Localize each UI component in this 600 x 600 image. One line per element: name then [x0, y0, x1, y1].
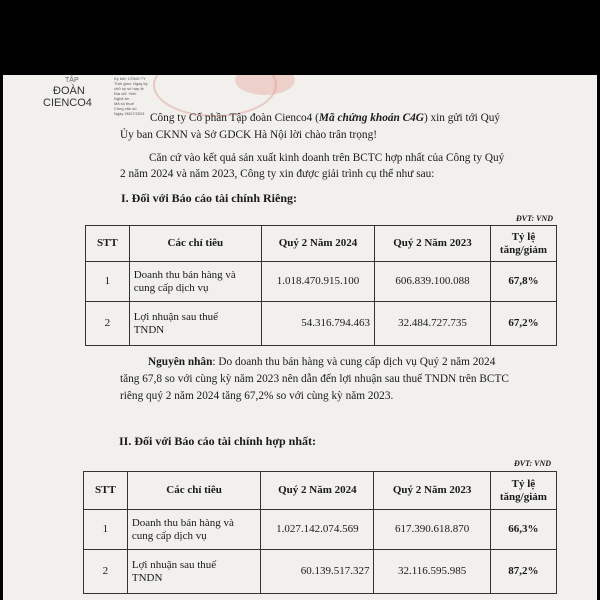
cell-ratio: 67,2% — [490, 302, 556, 346]
header-ratio: Tỷ lệ tăng/giảm — [490, 226, 556, 262]
digital-signature-text: Ký bởi: CÔNG TY Thời gian: Ngày ký chữ ký số hợp lệ Địa chỉ: Vinh Nghệ An Mã số thuế Công văn số Ngày 26/07/2024 — [114, 76, 148, 116]
document-page — [3, 75, 597, 600]
cell-q2-2024: 1.018.470.915.100 — [262, 262, 375, 302]
intro-line-4: 2 năm 2024 và năm 2023, Công ty xin được giải trình cụ thể như sau: — [120, 168, 435, 180]
header-q2-2023: Quý 2 Năm 2023 — [374, 226, 490, 262]
reason-line-1: Nguyên nhân: Do doanh thu bán hàng và cung cấp dịch vụ Quý 2 năm 2024 — [148, 356, 496, 368]
cell-q2-2023: 617.390.618.870 — [374, 510, 490, 550]
cell-ratio: 67,8% — [490, 262, 556, 302]
cell-indicator: Lợi nhuận sau thuế TNDN — [129, 302, 261, 346]
table-row — [86, 302, 557, 346]
table-header-row — [84, 472, 557, 510]
table-row — [84, 510, 557, 550]
table-row — [86, 262, 557, 302]
reason-line-2: tăng 67,8 so với cùng kỳ năm 2023 nên dẫn đến lợi nhuận sau thuế TNDN trên BCTC — [120, 373, 509, 385]
header-q2-2023: Quý 2 Năm 2023 — [374, 472, 490, 510]
cell-q2-2023: 32.484.727.735 — [374, 302, 490, 346]
cell-stt: 1 — [84, 510, 128, 550]
cell-ratio: 66,3% — [490, 510, 556, 550]
cell-stt: 2 — [84, 550, 128, 594]
cell-stt: 2 — [86, 302, 130, 346]
section-1-unit: ĐVT: VND — [516, 214, 553, 223]
section-2-unit: ĐVT: VND — [514, 459, 551, 468]
header-ratio: Tỷ lệ tăng/giảm — [490, 472, 556, 510]
section-2-table — [83, 471, 557, 594]
reason-line-3: riêng quý 2 năm 2024 tăng 67,2% so với cùng kỳ năm 2023. — [120, 390, 394, 402]
intro-line-3: Căn cứ vào kết quả sản xuất kinh doanh trên BCTC hợp nhất của Công ty Quý — [149, 152, 505, 164]
cell-indicator: Doanh thu bán hàng và cung cấp dịch vụ — [127, 510, 260, 550]
cell-q2-2024: 60.139.517.327 — [261, 550, 374, 594]
cell-q2-2024: 1.027.142.074.569 — [261, 510, 374, 550]
intro-line-1: Công ty Cổ phần Tập đoàn Cienco4 (Mã chứng khoán C4G) xin gửi tới Quý — [150, 112, 501, 124]
section-1-heading: I. Đối với Báo cáo tài chính Riêng: — [121, 191, 297, 205]
reason-label: Nguyên nhân — [148, 356, 213, 368]
header-indicator: Các chỉ tiêu — [127, 472, 260, 510]
header-stt: STT — [84, 472, 128, 510]
header-stt: STT — [86, 226, 130, 262]
intro-line-2: Ủy ban CKNN và Sở GDCK Hà Nội lời chào trân trọng! — [120, 129, 377, 141]
company-letterhead — [43, 77, 113, 109]
cell-q2-2024: 54.316.794.463 — [262, 302, 375, 346]
table-row — [84, 550, 557, 594]
cell-q2-2023: 606.839.100.088 — [374, 262, 490, 302]
cell-ratio: 87,2% — [490, 550, 556, 594]
header-q2-2024: Quý 2 Năm 2024 — [261, 472, 374, 510]
letterhead-company-1: ĐOÀN — [53, 85, 85, 97]
section-1-table — [85, 225, 557, 346]
cell-indicator: Lợi nhuận sau thuế TNDN — [127, 550, 260, 594]
table-header-row — [86, 226, 557, 262]
section-2-heading: II. Đối với Báo cáo tài chính hợp nhất: — [119, 434, 316, 448]
cell-stt: 1 — [86, 262, 130, 302]
cell-indicator: Doanh thu bán hàng và cung cấp dịch vụ — [129, 262, 261, 302]
header-q2-2024: Quý 2 Năm 2024 — [262, 226, 375, 262]
cell-q2-2023: 32.116.595.985 — [374, 550, 490, 594]
letterhead-group: TẬP — [65, 77, 79, 84]
letterhead-company-2: CIENCO4 — [43, 97, 92, 109]
header-indicator: Các chỉ tiêu — [129, 226, 261, 262]
